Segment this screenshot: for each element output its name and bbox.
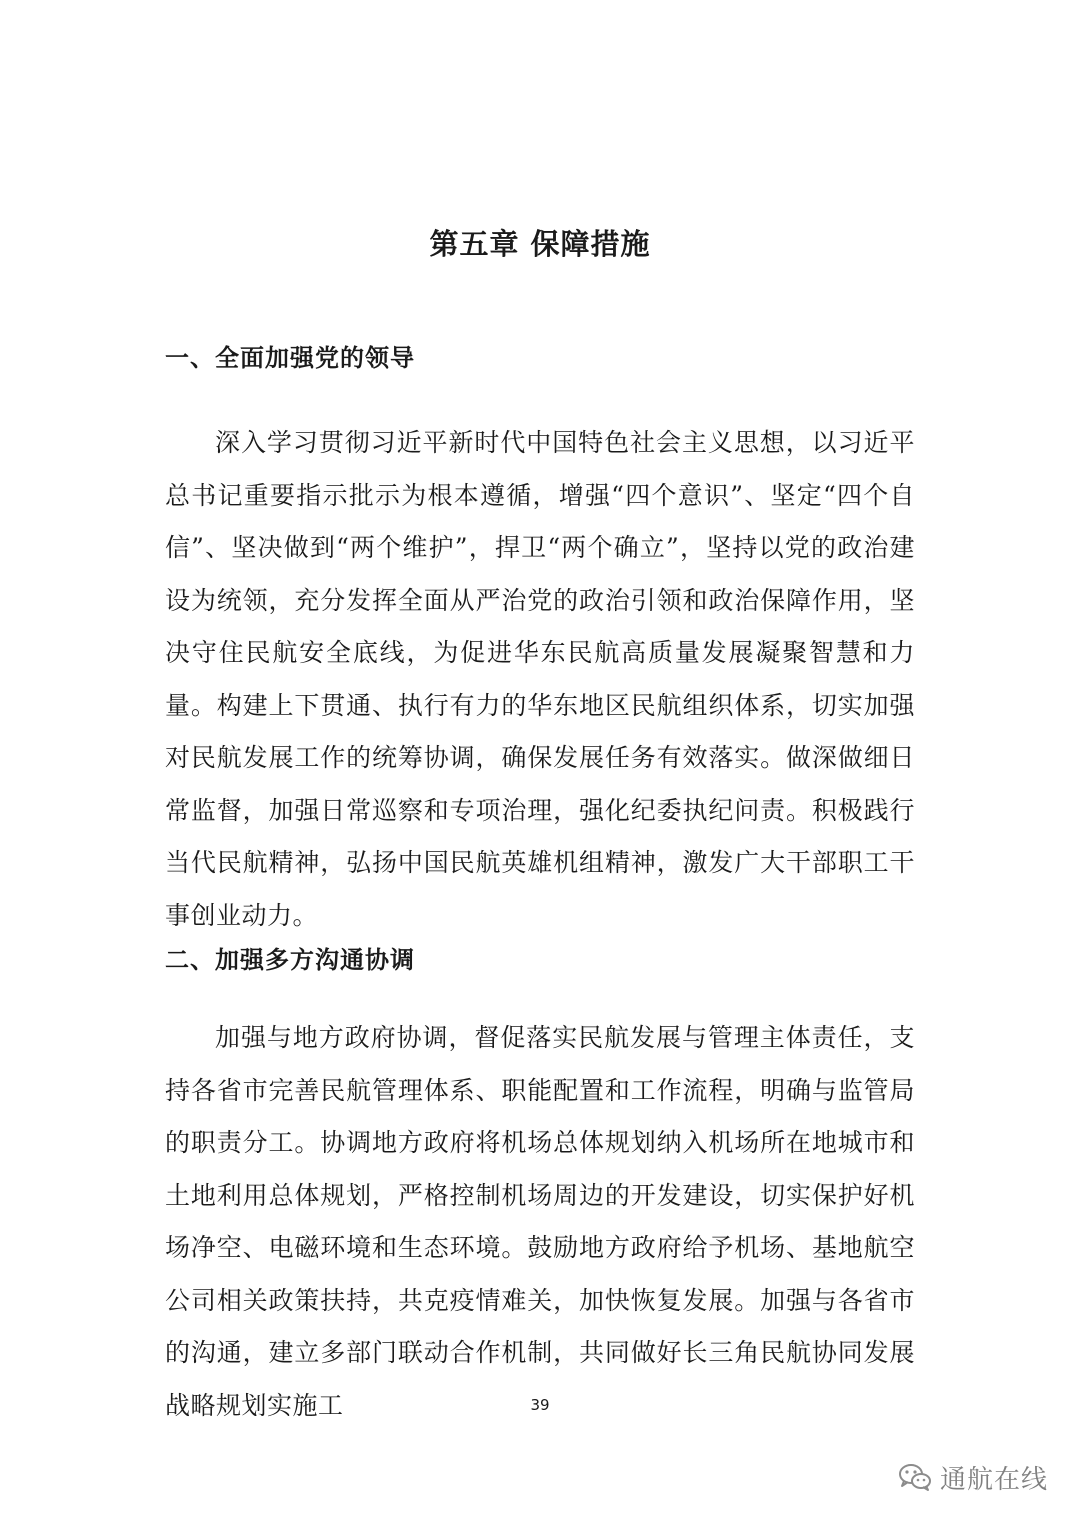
section-heading-coordination: 二、加强多方沟通协调 xyxy=(165,946,415,974)
section-body-coordination: 加强与地方政府协调，督促落实民航发展与管理主体责任，支持各省市完善民航管理体系、职能配置和工作流程，明确与监管局的职责分工。协调地方政府将机场总体规划纳入机场所在地城市和土地利用总体规划，严格控制机场周边的开发建设，切实保护好机场净空、电磁环境和生态环境。鼓励地方政府给予机场、基地航空公司相关政策扶持，共克疫情难关，加快恢复发展。加强与各省市的沟通，建立多部门联动合作机制，共同做好长三角民航协同发展战略规划实施工 xyxy=(165,1023,915,1420)
section-heading-party-leadership: 一、全面加强党的领导 xyxy=(165,344,415,372)
watermark xyxy=(898,1457,1048,1497)
page-number: 39 xyxy=(530,1396,550,1414)
wechat-icon xyxy=(898,1462,932,1492)
chapter-title: 第五章 保障措施 xyxy=(429,227,651,261)
watermark-text: 通航在线 xyxy=(940,1464,1049,1495)
section-body-party-leadership: 深入学习贯彻习近平新时代中国特色社会主义思想，以习近平总书记重要指示批示为根本遵循，增强“四个意识”、坚定“四个自信”、坚决做到“两个维护”，捍卫“两个确立”，坚持以党的政治建设为统领，充分发挥全面从严治党的政治引领和政治保障作用，坚决守住民航安全底线，为促进华东民航高质量发展凝聚智慧和力量。构建上下贯通、执行有力的华东地区民航组织体系，切实加强对民航发展工作的统筹协调，确保发展任务有效落实。做深做细日常监督，加强日常巡察和专项治理，强化纪委执纪问责。积极践行当代民航精神，弘扬中国民航英雄机组精神，激发广大干部职工干事创业动力。 xyxy=(165,428,915,930)
